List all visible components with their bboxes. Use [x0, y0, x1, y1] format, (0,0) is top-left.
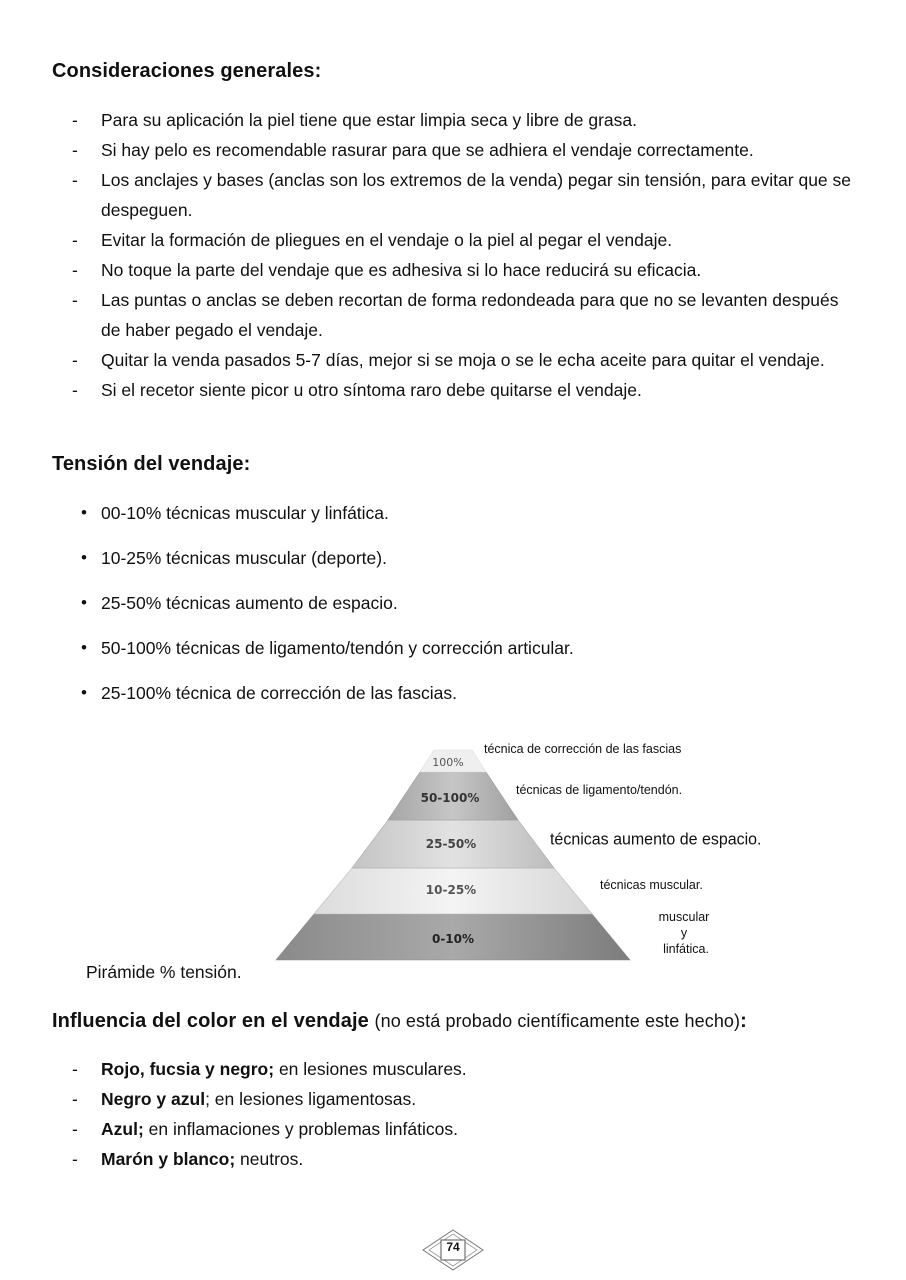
- list-item: [72, 1054, 852, 1084]
- list-item: • 00-10% técnicas muscular y linfática.: [72, 498, 852, 543]
- page-number: 74: [446, 1240, 460, 1254]
- list-item: • 25-100% técnica de corrección de las fascias.: [72, 678, 852, 723]
- list-item: - Las puntas o anclas se deben recortan de forma redondeada para que no se levanten después de haber pegado el vendaje.: [72, 285, 852, 345]
- color-name: Azul;: [101, 1119, 144, 1139]
- heading-note-close: ): [734, 1011, 741, 1031]
- pyramid-label-25-50: 25-50%: [425, 837, 477, 851]
- heading-tension: Tensión del vendaje:: [52, 453, 251, 475]
- heading-consideraciones: Consideraciones generales:: [52, 60, 322, 82]
- color-use: neutros.: [235, 1149, 304, 1169]
- list-item: • 25-50% técnicas aumento de espacio.: [72, 588, 852, 633]
- list-item: - Para su aplicación la piel tiene que estar limpia seca y libre de grasa.: [72, 105, 852, 135]
- pyramid-desc-muscular-linfatica-1: muscular: [658, 910, 710, 924]
- pyramid-label-10-25: 10-25%: [425, 883, 477, 897]
- list-item: [72, 1114, 852, 1144]
- pyramid-desc-fascias: técnica de corrección de las fascias: [484, 742, 682, 756]
- list-item: - Si el recetor siente picor u otro síntoma raro debe quitarse el vendaje.: [72, 375, 852, 405]
- consideraciones-list: [72, 105, 852, 405]
- heading-influencia-color: [52, 1010, 747, 1033]
- pyramid-desc-muscular-linfatica-3: linfática.: [663, 942, 709, 956]
- list-item: • 50-100% técnicas de ligamento/tendón y corrección articular.: [72, 633, 852, 678]
- tension-pyramid-figure: [262, 724, 762, 980]
- heading-note: no está probado científicamente este hecho: [380, 1011, 735, 1031]
- pyramid-desc-muscular: técnicas muscular.: [600, 878, 703, 892]
- heading-colon: :: [740, 1010, 747, 1032]
- color-name: Negro y azul: [101, 1089, 206, 1109]
- list-item: - Quitar la venda pasados 5-7 días, mejor si se moja o se le echa aceite para quitar el vendaje.: [72, 345, 852, 375]
- pyramid-desc-muscular-linfatica-2: y: [680, 926, 688, 940]
- page-number-badge: [421, 1228, 485, 1272]
- pyramid-label-0-10: 0-10%: [431, 932, 475, 946]
- heading-main: Influencia del color en el vendaje: [52, 1010, 369, 1032]
- list-item: - Evitar la formación de pliegues en el vendaje o la piel al pegar el vendaje.: [72, 225, 852, 255]
- heading-note-open: (: [374, 1011, 381, 1031]
- color-use: en lesiones musculares.: [274, 1059, 467, 1079]
- color-list: [72, 1054, 852, 1174]
- tension-list: [72, 498, 852, 723]
- color-name: Marón y blanco;: [101, 1149, 236, 1169]
- list-item: [72, 1084, 852, 1114]
- pyramid-desc-ligamento: técnicas de ligamento/tendón.: [516, 783, 683, 797]
- pyramid-label-100: 100%: [432, 756, 464, 769]
- pyramid-label-50-100: 50-100%: [420, 791, 480, 805]
- list-item: [72, 1144, 852, 1174]
- list-item: • 10-25% técnicas muscular (deporte).: [72, 543, 852, 588]
- list-item: - Si hay pelo es recomendable rasurar para que se adhiera el vendaje correctamente.: [72, 135, 852, 165]
- pyramid-desc-espacio: técnicas aumento de espacio.: [550, 830, 762, 849]
- color-name: Rojo, fucsia y negro;: [101, 1059, 275, 1079]
- list-item: - Los anclajes y bases (anclas son los extremos de la venda) pegar sin tensión, para evitar que se despeguen.: [72, 165, 852, 225]
- color-use: ; en lesiones ligamentosas.: [205, 1089, 417, 1109]
- list-item: - No toque la parte del vendaje que es adhesiva si lo hace reducirá su eficacia.: [72, 255, 852, 285]
- color-use: en inflamaciones y problemas linfáticos.: [143, 1119, 458, 1139]
- figure-caption: Pirámide % tensión.: [86, 962, 242, 982]
